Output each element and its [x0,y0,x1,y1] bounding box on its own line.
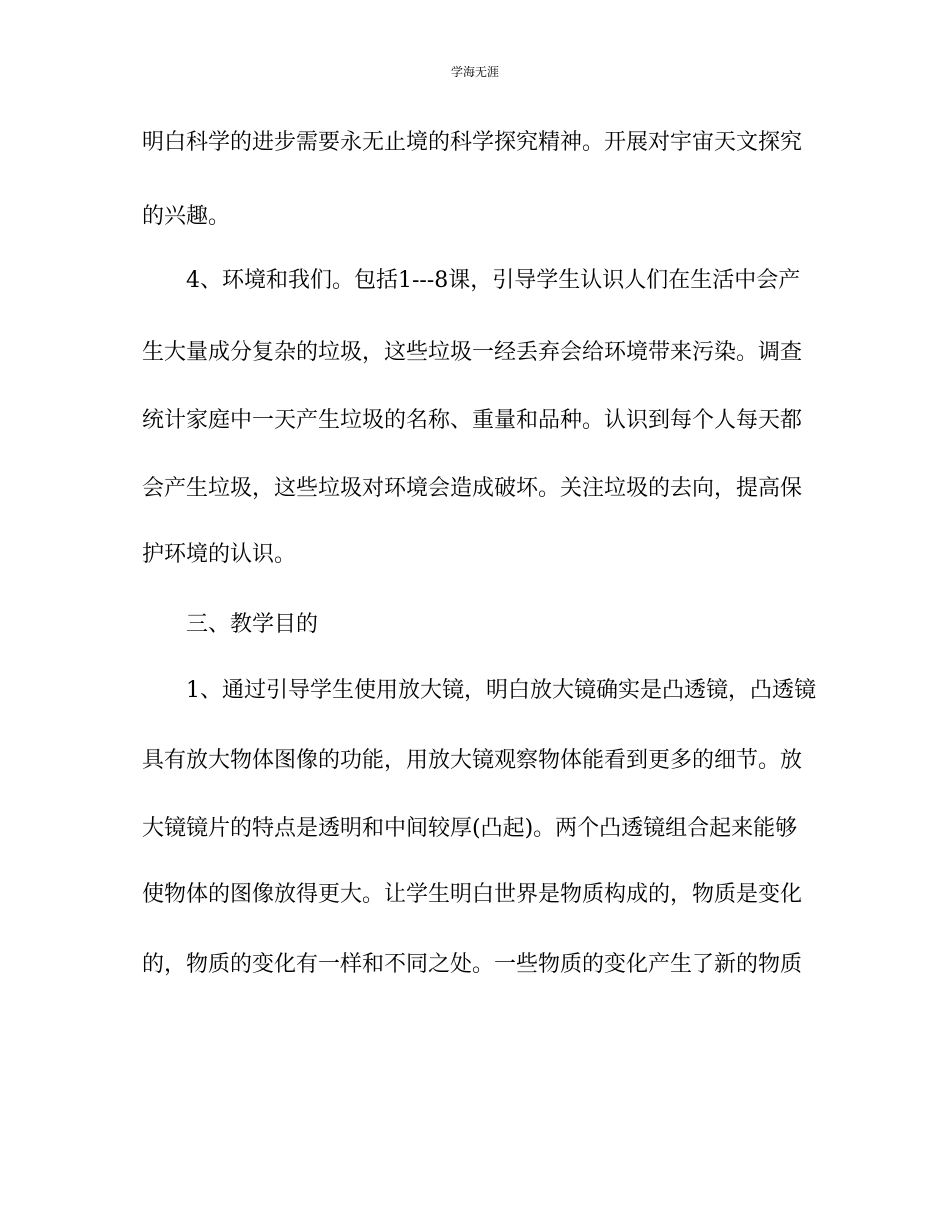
paragraph-line: 护环境的认识。 [142,542,297,567]
section-heading: 三、教学目的 [186,612,319,637]
paragraph-line: 大镜镜片的特点是透明和中间较厚(凸起)。两个凸透镜组合起来能够 [142,816,798,841]
paragraph-line: 统计家庭中一天产生垃圾的名称、重量和品种。认识到每个人每天都 [142,408,803,433]
paragraph-line: 生大量成分复杂的垃圾，这些垃圾一经丢弃会给环境带来污染。调查 [142,340,803,365]
paragraph-line: 的兴趣。 [142,204,231,229]
page-header: 学海无涯 [450,65,499,79]
paragraph-line: 的，物质的变化有一样和不同之处。一些物质的变化产生了新的物质 [142,952,803,977]
paragraph-line: 1、通过引导学生使用放大镜，明白放大镜确实是凸透镜，凸透镜 [186,678,816,703]
paragraph-line: 使物体的图像放得更大。让学生明白世界是物质构成的，物质是变化 [142,882,803,907]
paragraph-line: 具有放大物体图像的功能，用放大镜观察物体能看到更多的细节。放 [142,748,803,773]
paragraph-line: 会产生垃圾，这些垃圾对环境会造成破坏。关注垃圾的去向，提高保 [142,476,803,501]
paragraph-line: 明白科学的进步需要永无止境的科学探究精神。开展对宇宙天文探究 [142,130,803,155]
paragraph-line: 4、环境和我们。包括1---8课，引导学生认识人们在生活中会产 [186,268,801,293]
